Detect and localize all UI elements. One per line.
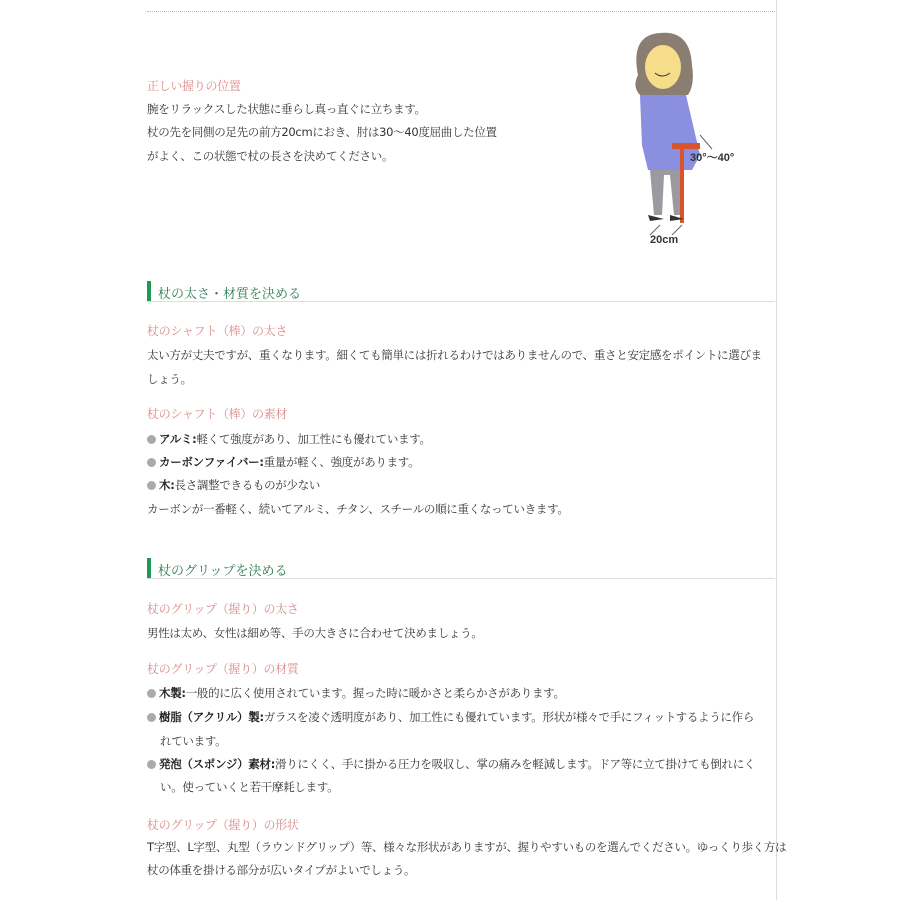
section-header-shaft [147, 281, 775, 302]
grip-position-heading: 正しい握りの位置 [147, 79, 241, 93]
bullet-icon [147, 458, 156, 467]
bullet-icon [147, 760, 156, 769]
item-name: 木製: [159, 686, 186, 700]
subheading: 杖のグリップ（握り）の太さ [147, 602, 299, 616]
list-item [147, 455, 419, 469]
subheading: 杖のグリップ（握り）の形状 [147, 818, 299, 832]
paragraph-line: カーボンが一番軽く、続いてアルミ、チタン、スチールの順に重くなっていきます。 [147, 502, 569, 516]
section-accent-bar [147, 281, 151, 301]
paragraph-line: 腕をリラックスした状態に垂らし真っ直ぐに立ちます。 [147, 102, 426, 116]
item-desc: 滑りにくく、手に掛かる圧力を吸収し、掌の痛みを軽減します。ドア等に立て掛けても倒れにく [275, 757, 756, 771]
item-name: 木: [159, 478, 175, 492]
item-desc: 長さ調整できるものが少ない [174, 478, 321, 492]
paragraph-line: がよく、この状態で杖の長さを決めてください。 [147, 149, 394, 163]
item-desc: 軽くて強度があり、加工性にも優れています。 [196, 432, 431, 446]
angle-label: 30°〜40° [690, 152, 735, 164]
paragraph-line: 杖の先を同側の足先の前方20cmにおき、肘は30〜40度屈曲した位置 [147, 125, 497, 139]
item-desc: 一般的に広く使用されています。握った時に暖かさと柔らかさがあります。 [185, 686, 565, 700]
list-item [147, 478, 320, 492]
bullet-icon [147, 481, 156, 490]
list-item-continued: い。使っていくと若干摩耗します。 [160, 780, 339, 794]
item-desc: ガラスを凌ぐ透明度があり、加工性にも優れています。形状が様々で手にフィットするように作ら [263, 710, 755, 724]
distance-label: 20cm [650, 234, 679, 246]
list-item [147, 757, 755, 771]
paragraph-line: 太い方が丈夫ですが、重くなります。細くても簡単には折れるわけではありませんので、重さと安定感をポイントに選びま [147, 348, 762, 362]
item-name: カーボンファイバー: [159, 455, 264, 469]
list-item [147, 432, 431, 446]
list-item [147, 710, 754, 724]
bullet-icon [147, 713, 156, 722]
item-name: アルミ: [159, 432, 197, 446]
column-border [776, 0, 777, 900]
section-title: 杖の太さ・材質を決める [158, 287, 302, 302]
section-title: 杖のグリップを決める [158, 564, 288, 579]
item-desc: 重量が軽く、強度があります。 [263, 455, 420, 469]
item-name: 発泡（スポンジ）素材: [159, 757, 276, 771]
section-header-grip [147, 558, 775, 579]
list-item-continued: れています。 [160, 734, 227, 748]
cane-illustration [620, 25, 770, 255]
paragraph-line: しょう。 [147, 372, 192, 386]
bullet-icon [147, 435, 156, 444]
paragraph-line: 男性は太め、女性は細め等、手の大きさに合わせて決めましょう。 [147, 626, 483, 640]
subheading: 杖のシャフト（棒）の太さ [147, 324, 288, 338]
paragraph-line: T字型、L字型、丸型（ラウンドグリップ）等、様々な形状がありますが、握りやすいものを選んでください。ゆっくり歩く方は [147, 840, 787, 854]
bullet-icon [147, 689, 156, 698]
item-name: 樹脂（アクリル）製: [159, 710, 264, 724]
section-accent-bar [147, 558, 151, 578]
dotted-divider [147, 11, 775, 12]
subheading: 杖のグリップ（握り）の材質 [147, 662, 299, 676]
paragraph-line: 杖の体重を掛ける部分が広いタイプがよいでしょう。 [147, 863, 416, 877]
list-item [147, 686, 565, 700]
subheading: 杖のシャフト（棒）の素材 [147, 407, 288, 421]
